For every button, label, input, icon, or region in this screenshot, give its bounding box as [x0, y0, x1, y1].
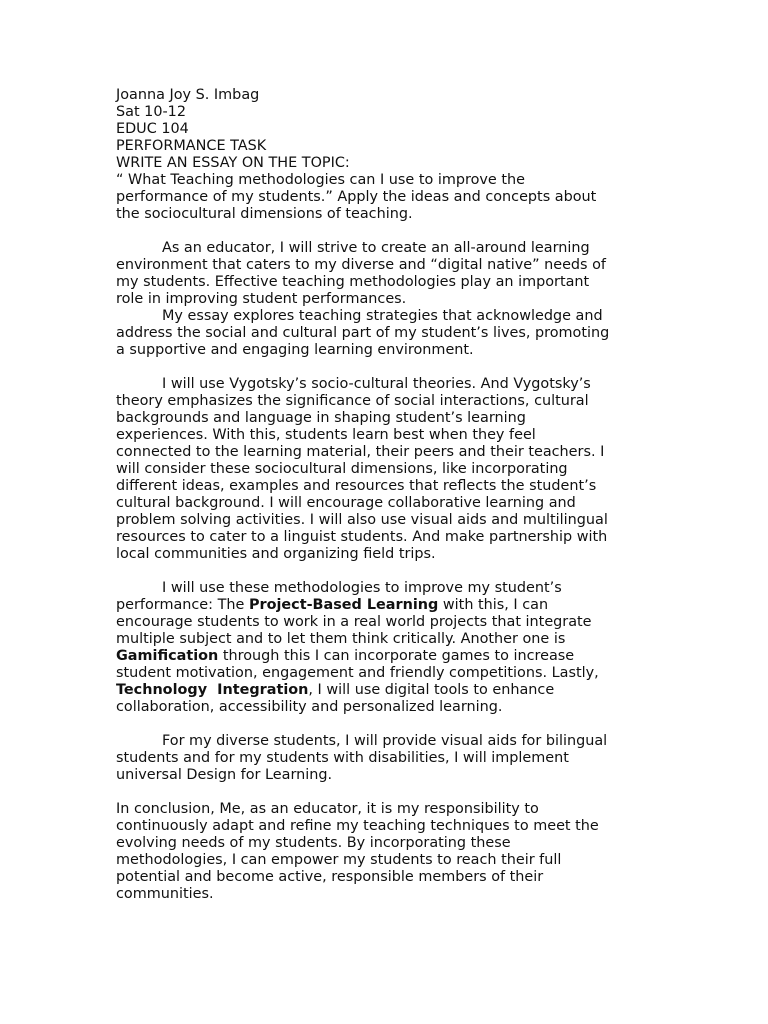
essay-paragraph-intro: As an educator, I will strive to create an all-around learning environment that caters to my diverse and “digital native” needs of my students. Effective teaching methodologies play an important role in improving student performances.: [116, 240, 606, 307]
methodologies-line: collaboration, accessibility and personalized learning.: [116, 699, 503, 715]
methodologies-line: [116, 648, 656, 665]
paragraph-gap: [116, 223, 656, 240]
project-based-learning-term: Project-Based Learning: [248, 597, 439, 613]
methodologies-line: encourage students to work in a real world projects that integrate: [116, 614, 592, 630]
gamification-term: Gamification: [116, 648, 219, 664]
instruction-heading: WRITE AN ESSAY ON THE TOPIC:: [116, 155, 350, 171]
essay-topic: “ What Teaching methodologies can I use to improve the performance of my students.” Apply the ideas and concepts about the sociocultural dimensions of teaching.: [116, 172, 597, 222]
course-code: EDUC 104: [116, 121, 189, 137]
task-label: PERFORMANCE TASK: [116, 138, 267, 154]
author-name: Joanna Joy S. Imbag: [116, 87, 260, 103]
paragraph-gap: [116, 359, 656, 376]
methodologies-line: [116, 597, 656, 614]
methodologies-text: performance: The: [116, 597, 249, 613]
technology-integration-term: Technology Integration: [116, 682, 309, 698]
paragraph-gap: [116, 784, 656, 801]
essay-document: [116, 87, 656, 903]
class-schedule: Sat 10-12: [116, 104, 186, 120]
essay-paragraph-conclusion: In conclusion, Me, as an educator, it is my responsibility to continuously adapt and refine my teaching techniques to meet the evolving needs of my students. By incorporating these methodologies, I can empower my students to reach their full potential and become active, responsible members of their communities.: [116, 801, 599, 902]
methodologies-text: with this, I can: [438, 597, 549, 613]
essay-paragraph-vygotsky: I will use Vygotsky’s socio-cultural theories. And Vygotsky’s theory emphasizes the significance of social interactions, cultural backgrounds and language in shaping student’s learning experiences. With this, students learn best when they feel connected to the learning material, their peers and their teachers. I will consider these sociocultural dimensions, like incorporating different ideas, examples and resources that reflects the student’s cultural background. I will encourage collaborative learning and problem solving activities. I will also use visual aids and multilingual resources to cater to a linguist students. And make partnership with local communities and organizing field trips.: [116, 376, 608, 562]
methodologies-text: , I will use digital tools to enhance: [308, 682, 555, 698]
methodologies-line: I will use these methodologies to improve my student’s: [162, 580, 562, 596]
methodologies-line: [116, 682, 656, 699]
essay-paragraph-diverse-students: For my diverse students, I will provide visual aids for bilingual students and for my students with disabilities, I will implement universal Design for Learning.: [116, 733, 608, 783]
methodologies-line: student motivation, engagement and friendly competitions. Lastly,: [116, 665, 599, 681]
essay-paragraph-methodologies: [116, 580, 656, 716]
essay-paragraph-overview: My essay explores teaching strategies that acknowledge and address the social and cultural part of my student’s lives, promoting a supportive and engaging learning environment.: [116, 308, 610, 358]
methodologies-line: multiple subject and to let them think critically. Another one is: [116, 631, 566, 647]
paragraph-gap: [116, 563, 656, 580]
methodologies-text: through this I can incorporate games to increase: [218, 648, 575, 664]
paragraph-gap: [116, 716, 656, 733]
